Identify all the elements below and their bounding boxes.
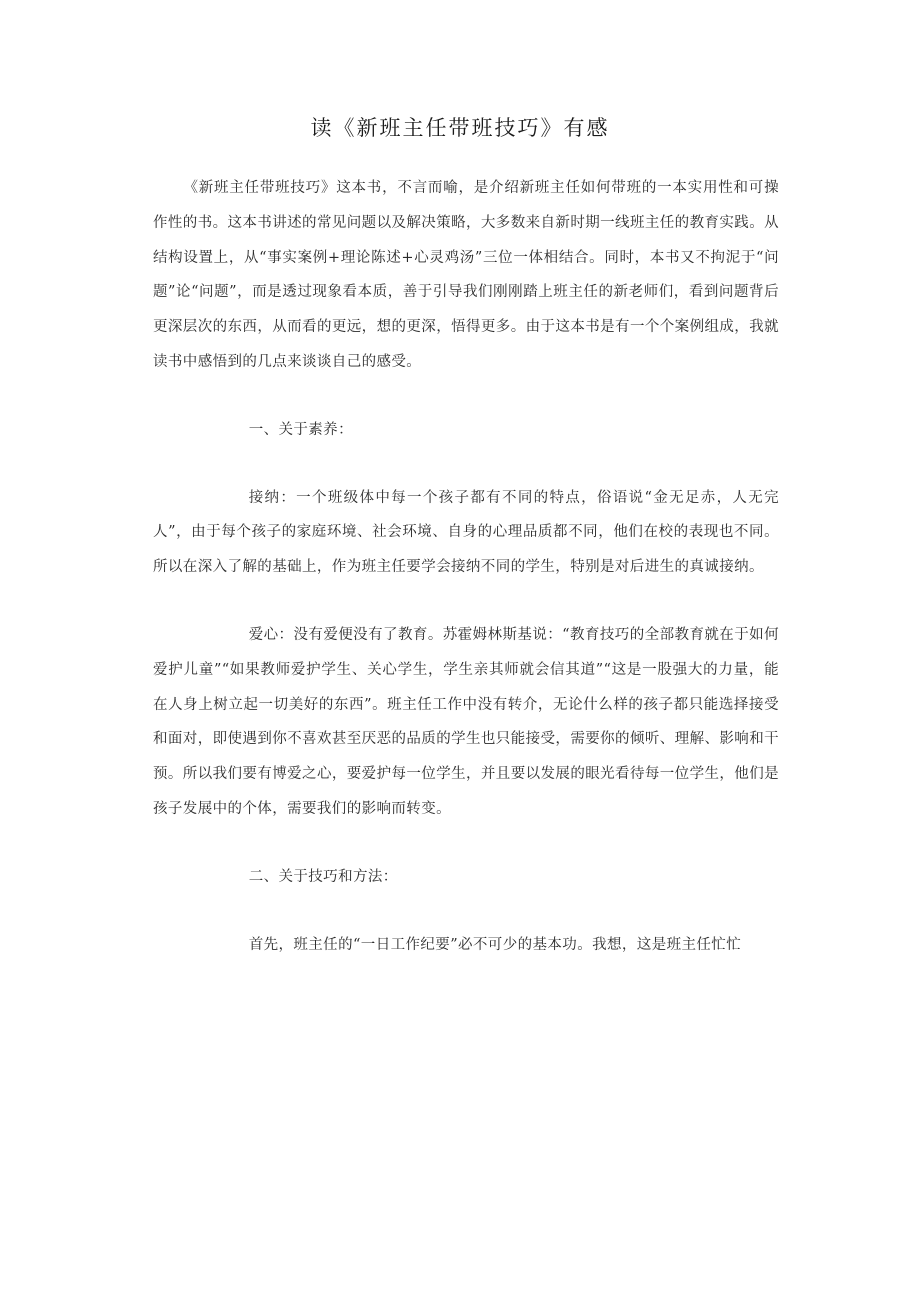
section-heading-skills: 二、关于技巧和方法： <box>248 868 398 885</box>
paragraph-intro: 《新班主任带班技巧》这本书，不言而喻，是介绍新班主任如何带班的一本实用性和可操作性的书。这本书讲述的常见问题以及解决策略，大多数来自新时期一线班主任的教育实践。从结构设置上，从“事实案例+理论陈述+心灵鸡汤”三位一体相结合。同时，本书又不拘泥于“问题”论“问题”，而是透过现象看本质，善于引导我们刚刚踏上班主任的新老师们，看到问题背后更深层次的东西，从而看的更远，想的更深，悟得更多。由于这本书是有一个个案例组成，我就读书中感悟到的几点来谈谈自己的感受。 <box>153 180 779 370</box>
paragraph-first: 首先，班主任的“一日工作纪要”必不可少的基本功。我想，这是班主任忙忙 <box>248 936 742 953</box>
section-heading-literacy: 一、关于素养： <box>248 421 353 438</box>
paragraph-acceptance: 接纳：一个班级体中每一个孩子都有不同的特点，俗语说“金无足赤，人无完人”，由于每个孩子的家庭环境、社会环境、自身的心理品质都不同，他们在校的表现也不同。所以在深入了解的基础上，作为班主任要学会接纳不同的学生，特别是对后进生的真诚接纳。 <box>153 489 779 576</box>
document-title: 读《新班主任带班技巧》有感 <box>310 116 610 140</box>
paragraph-love: 爱心：没有爱便没有了教育。苏霍姆林斯基说：“教育技巧的全部教育就在于如何爱护儿童”“如果教师爱护学生、关心学生，学生亲其师就会信其道”“这是一股强大的力量，能在人身上树立起一切美好的东西”。班主任工作中没有转介，无论什么样的孩子都只能选择接受和面对，即使遇到你不喜欢甚至厌恶的品质的学生也只能接受，需要你的倾听、理解、影响和干预。所以我们要有博爱之心，要爱护每一位学生，并且要以发展的眼光看待每一位学生，他们是孩子发展中的个体，需要我们的影响而转变。 <box>153 626 779 817</box>
document-body <box>153 171 779 985</box>
